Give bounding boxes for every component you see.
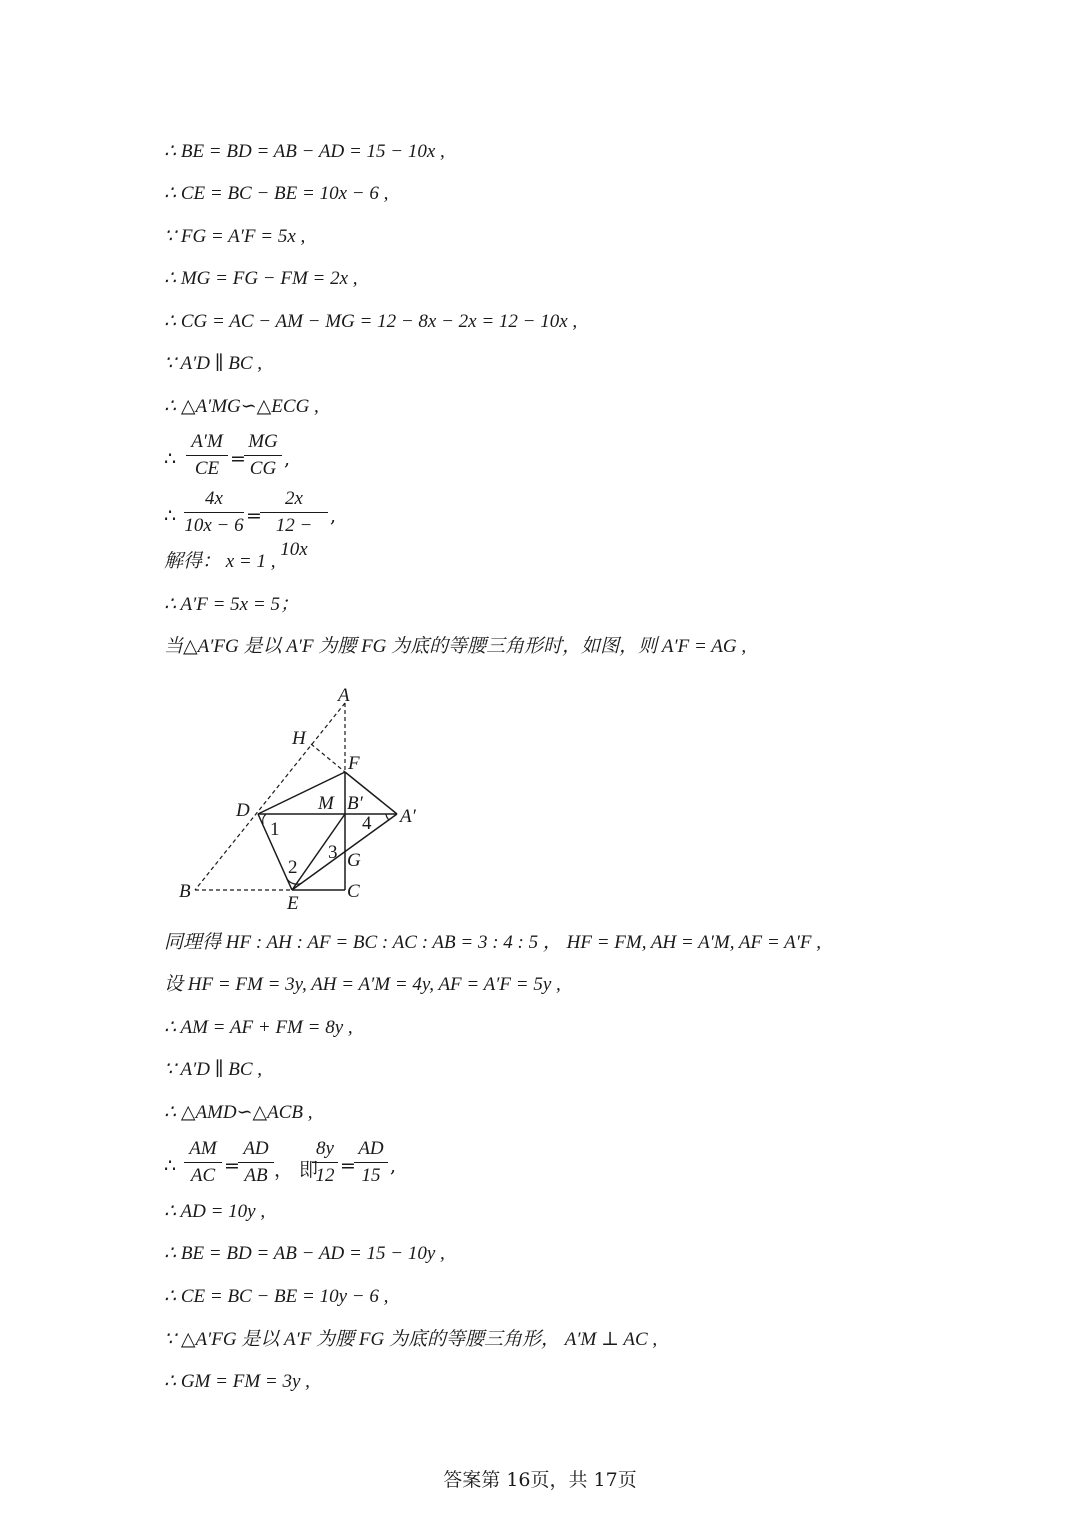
page-footer: 答案第 16页，共 17页: [443, 1469, 637, 1491]
label-B-prime: B′: [347, 793, 363, 814]
comma: ,: [284, 448, 291, 470]
angle-label-2: 2: [288, 857, 298, 878]
denominator: 15: [361, 1165, 381, 1186]
text-line: ∴ AM = AF + FM = 8y ,: [164, 1017, 353, 1038]
text-line: ∴ BE = BD = AB − AD = 15 − 10x ,: [164, 141, 445, 162]
label-B: B: [179, 881, 191, 902]
geometry-figure: [160, 675, 440, 915]
text-line: ∵ △A′FG 是以 A′F 为腰 FG 为底的等腰三角形， A′M ⊥ AC ,: [164, 1329, 658, 1350]
text-line: ∴ CE = BC − BE = 10y − 6 ,: [164, 1286, 389, 1307]
numerator: AM: [189, 1138, 217, 1159]
text-line: ∵ A′D ∥ BC ,: [164, 1059, 263, 1080]
angle-arc-1: [263, 814, 266, 824]
numerator: 2x: [285, 488, 303, 509]
label-D: D: [236, 800, 250, 821]
label-M: M: [318, 793, 334, 814]
text-line: ∴ AD = 10y ,: [164, 1201, 266, 1222]
numerator: AD: [243, 1138, 269, 1159]
comma: ,: [390, 1155, 397, 1177]
denominator: CE: [194, 458, 220, 479]
text-line: ∵ A′D ∥ BC ,: [164, 353, 263, 374]
numerator: AD: [358, 1138, 384, 1159]
fraction: [186, 430, 228, 481]
text-line: 解得： x = 1 ,: [164, 551, 276, 572]
denominator: 12: [315, 1165, 335, 1186]
text-line: ∴ CG = AC − AM − MG = 12 − 8x − 2x = 12 − 10x ,: [164, 311, 578, 332]
text-line: 当△A′FG 是以 A′F 为腰 FG 为底的等腰三角形时，如图，则 A′F = AG ,: [164, 636, 747, 657]
therefore-symbol: ∴: [164, 1155, 177, 1177]
therefore-symbol: ∴: [164, 505, 177, 527]
numerator: 4x: [205, 488, 223, 509]
angle-label-3: 3: [328, 842, 338, 863]
numerator: 8y: [316, 1138, 334, 1159]
label-H: H: [292, 728, 306, 749]
equals-sign: =: [246, 505, 262, 527]
numerator: A′M: [191, 431, 223, 452]
label-F: F: [348, 753, 360, 774]
fraction: [354, 1137, 388, 1188]
text-line: ∴ △A′MG∽△ECG ,: [164, 396, 319, 417]
angle-arc-4: [386, 814, 389, 820]
denominator: 10x − 6: [184, 515, 244, 536]
label-C: C: [347, 881, 360, 902]
text-line: ∴ CE = BC − BE = 10x − 6 ,: [164, 183, 389, 204]
fraction: [244, 430, 282, 481]
equals-sign: =: [340, 1155, 356, 1177]
fraction: [184, 1137, 222, 1188]
fraction: [184, 487, 244, 538]
therefore-symbol: ∴: [164, 448, 177, 470]
fraction: [312, 1137, 338, 1188]
comma: ,: [330, 505, 337, 527]
fraction: [238, 1137, 274, 1188]
text-line: ∵ FG = A′F = 5x ,: [164, 226, 306, 247]
equals-sign: =: [224, 1155, 240, 1177]
label-A: A: [338, 685, 350, 706]
denominator: CG: [249, 458, 277, 479]
angle-label-1: 1: [270, 819, 280, 840]
label-A-prime: A′: [400, 806, 416, 827]
text-line: ∴ BE = BD = AB − AD = 15 − 10y ,: [164, 1243, 445, 1264]
text-line: 设 HF = FM = 3y, AH = A′M = 4y, AF = A′F = 5y ,: [164, 974, 561, 995]
equals-sign: =: [230, 448, 246, 470]
connector-text: ， 即: [274, 1159, 319, 1181]
text-line: ∴ △AMD∽△ACB ,: [164, 1102, 313, 1123]
label-G: G: [347, 850, 361, 871]
text-line: ∴ MG = FG − FM = 2x ,: [164, 268, 358, 289]
segment-HF-dashed: [311, 744, 345, 772]
text-line: 同理得 HF : AH : AF = BC : AC : AB = 3 : 4 : 5 ， HF = FM, AH = A′M, AF = A′F ,: [164, 932, 821, 953]
denominator: AB: [244, 1165, 268, 1186]
denominator: AC: [190, 1165, 216, 1186]
label-E: E: [287, 893, 299, 914]
angle-label-4: 4: [362, 813, 372, 834]
numerator: MG: [248, 431, 278, 452]
denominator: 12 − 10x: [275, 515, 313, 560]
text-line: ∴ GM = FM = 3y ,: [164, 1371, 310, 1392]
text-line: ∴ A′F = 5x = 5；: [164, 594, 299, 615]
